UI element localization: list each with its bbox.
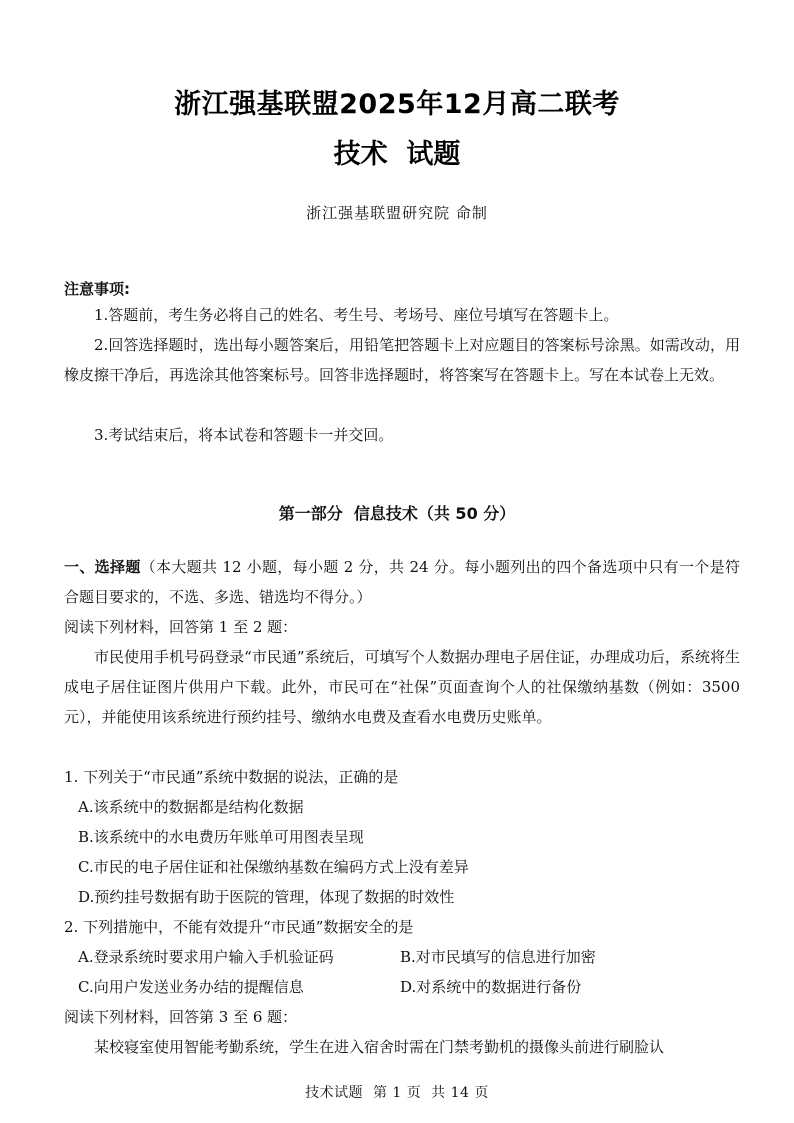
notice-item-3: 3.考试结束后，将本试卷和答题卡一并交回。 <box>94 426 394 444</box>
material-2-intro: 阅读下列材料，回答第 3 至 6 题： <box>64 1008 298 1026</box>
material-1-text: 市民使用手机号码登录“市民通”系统后，可填写个人数据办理电子居住证，办理成功后，系统将生成电子居住证图片供用户下载。此外，市民可在“社保”页面查询个人的社保缴纳基数（例如：3500 元），并能使用该系统进行预约挂号、缴纳水电费及查看水电费历史账单。 <box>64 648 740 726</box>
notice-item-2: 2.回答选择题时，选出每小题答案后，用铅笔把答题卡上对应题目的答案标号涂黑。如需改动，用橡皮擦干净后，再选涂其他答案标号。回答非选择题时，将答案写在答题卡上。写在本试卷上无效。 <box>64 336 740 384</box>
question-2-option-c: C.向用户发送业务办结的提醒信息 <box>78 978 304 996</box>
section-heading <box>64 552 740 612</box>
question-2-option-d: D.对系统中的数据进行备份 <box>400 978 582 996</box>
material-2-text: 某校寝室使用智能考勤系统，学生在进入宿舍时需在门禁考勤机的摄像头前进行刷脸认 <box>94 1038 665 1056</box>
page-footer: 技术试题 第 1 页 共 14 页 <box>305 1085 489 1101</box>
question-1-option-c: C.市民的电子居住证和社保缴纳基数在编码方式上没有差异 <box>78 858 469 876</box>
question-1-option-b: B.该系统中的水电费历年账单可用图表呈现 <box>78 828 364 846</box>
question-2-option-b: B.对市民填写的信息进行加密 <box>400 948 596 966</box>
exam-title: 浙江强基联盟2025年12月高二联考 <box>174 89 620 120</box>
notice-heading: 注意事项: <box>64 280 130 298</box>
section-description: （本大题共 12 小题，每小题 2 分，共 24 分。每小题列出的四个备选项中只有一个是符合题目要求的，不选、多选、错选均不得分。） <box>64 558 740 606</box>
material-1-intro: 阅读下列材料，回答第 1 至 2 题： <box>64 618 298 636</box>
notice-item-1: 1.答题前，考生务必将自己的姓名、考生号、考场号、座位号填写在答题卡上。 <box>94 306 619 324</box>
question-1-option-d: D.预约挂号数据有助于医院的管理，体现了数据的时效性 <box>78 888 455 906</box>
question-2-stem: 2. 下列措施中，不能有效提升“市民通”数据安全的是 <box>64 918 414 936</box>
exam-subtitle: 技术 试题 <box>333 139 461 170</box>
part-title: 第一部分 信息技术（共 50 分） <box>278 504 516 523</box>
question-2-option-a: A.登录系统时要求用户输入手机验证码 <box>78 948 334 966</box>
section-label: 一、选择题 <box>64 558 141 576</box>
question-1-stem: 1. 下列关于“市民通”系统中数据的说法，正确的是 <box>64 768 399 786</box>
question-1-option-a: A.该系统中的数据都是结构化数据 <box>78 798 304 816</box>
compiler-line: 浙江强基联盟研究院 命制 <box>306 204 488 222</box>
